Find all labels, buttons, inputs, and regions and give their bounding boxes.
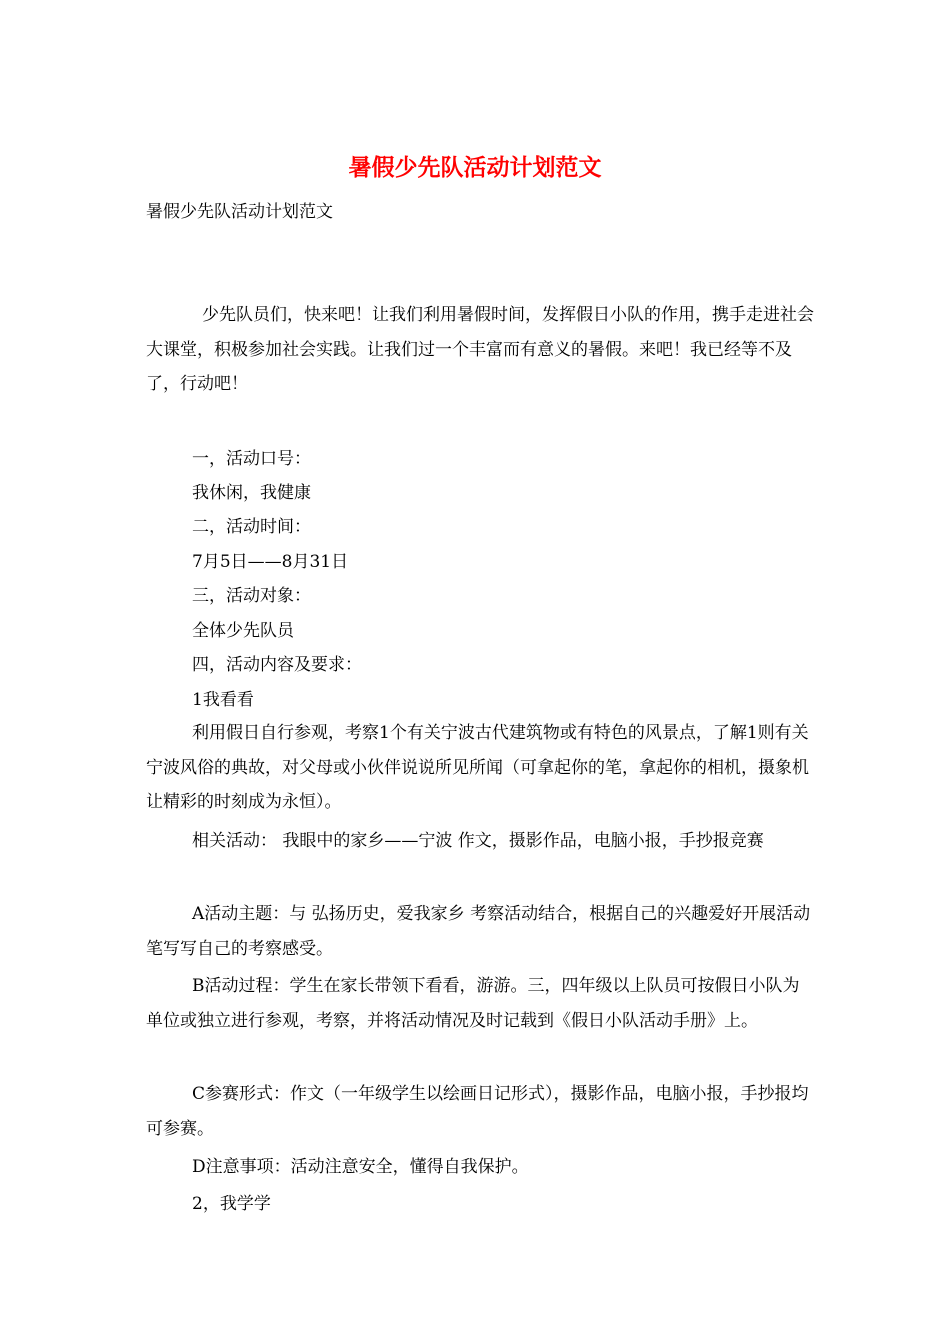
entry-form: C参赛形式：作文（一年级学生以绘画日记形式），摄影作品，电脑小报，手抄报均可参赛。	[146, 1084, 809, 1139]
activity-process: B活动过程：学生在家长带领下看看，游游。三，四年级以上队员可按假日小队为单位或独立进行参观，考察，并将活动情况及时记载到《假日小队活动手册》上。	[146, 976, 800, 1031]
document-subtitle: 暑假少先队活动计划范文	[146, 202, 333, 222]
activity-theme: A活动主题：与 弘扬历史，爱我家乡 考察活动结合，根据自己的兴趣爱好开展活动笔写写自己的考察感受。	[146, 904, 811, 959]
item1-description: 利用假日自行参观，考察1个有关宁波古代建筑物或有特色的风景点，了解1则有关宁波风俗的典故，对父母或小伙伴说说所见所闻（可拿起你的笔，拿起你的相机，摄象机让精彩的时刻成为永恒）。	[146, 723, 809, 812]
content-heading: 四，活动内容及要求：	[192, 655, 362, 675]
target-heading: 三，活动对象：	[192, 586, 311, 606]
time-heading: 二，活动时间：	[192, 517, 311, 537]
document-title: 暑假少先队活动计划范文	[348, 154, 602, 181]
time-text: 7月5日——8月31日	[192, 552, 349, 572]
item2-heading: 2，我学学	[192, 1194, 271, 1214]
intro-paragraph: 少先队员们，快来吧！让我们利用暑假时间，发挥假日小队的作用，携手走进社会大课堂，积极参加社会实践。让我们过一个丰富而有意义的暑假。来吧！我已经等不及了，行动吧！	[146, 305, 814, 394]
item1-heading: 1我看看	[192, 690, 254, 710]
slogan-text: 我休闲，我健康	[192, 483, 311, 503]
notes: D注意事项：活动注意安全，懂得自我保护。	[192, 1157, 529, 1177]
related-activities: 相关活动： 我眼中的家乡——宁波 作文，摄影作品，电脑小报，手抄报竞赛	[192, 831, 764, 851]
slogan-heading: 一，活动口号：	[192, 449, 311, 469]
target-text: 全体少先队员	[192, 621, 294, 641]
